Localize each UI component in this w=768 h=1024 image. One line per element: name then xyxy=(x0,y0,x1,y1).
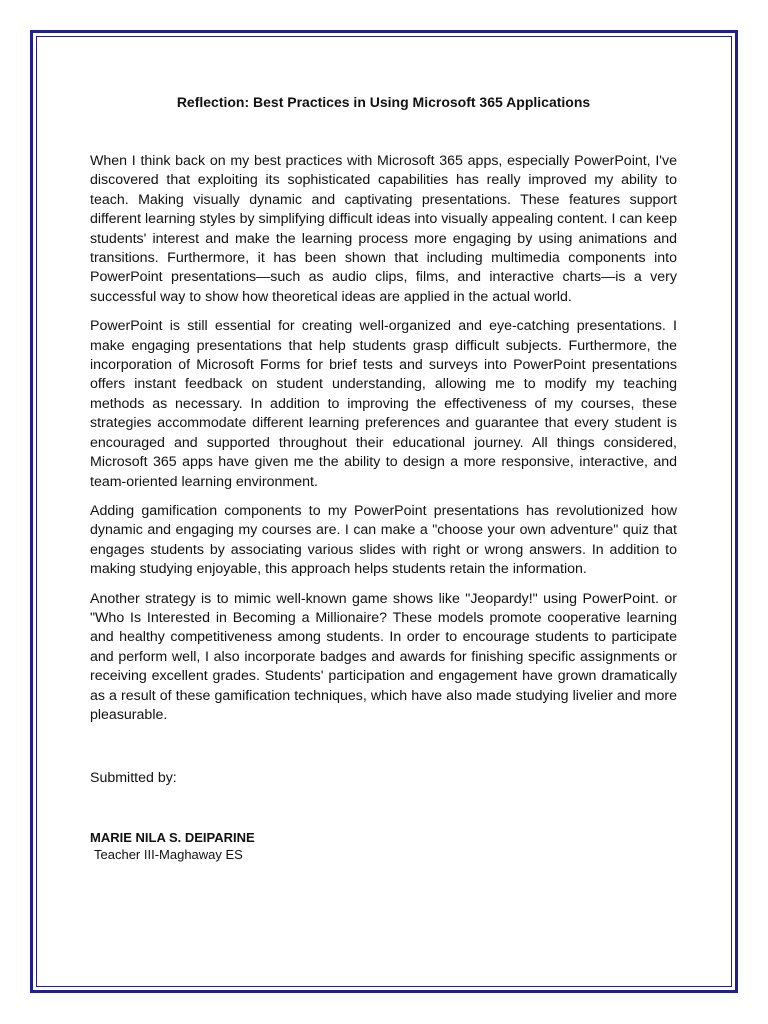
paragraph-4: Another strategy is to mimic well-known game shows like "Jeopardy!" using PowerPoint. or "Who Is Interested in Becoming a Millionaire? These models promote cooperative learning and healthy competitiveness among students. In order to encourage students to participate and perform well, I also incorporate badges and awards for finishing specific assignments or receiving excellent grades. Students' participation and engagement have grown dramatically as a result of these gamification techniques, which have also made studying livelier and more pleasurable. xyxy=(90,590,677,723)
paragraph-2: PowerPoint is still essential for creating well-organized and eye-catching presentations. I make engaging presentations that help students grasp difficult subjects. Furthermore, the incorporation of Microsoft Forms for brief tests and surveys into PowerPoint presentations offers instant feedback on student understanding, allowing me to modify my teaching methods as necessary. In addition to improving the effectiveness of my courses, these strategies accommodate different learning preferences and guarantee that every student is encouraged and supported throughout their educational journey. All things considered, Microsoft 365 apps have given me the ability to design a more responsive, interactive, and team-oriented learning environment. xyxy=(90,318,677,490)
author-role: Teacher III-Maghaway ES xyxy=(94,846,243,862)
document-body xyxy=(90,92,677,863)
document-title: Reflection: Best Practices in Using Microsoft 365 Applications xyxy=(176,94,591,110)
submitted-by-label: Submitted by: xyxy=(90,770,177,787)
paragraph-3: Adding gamification components to my PowerPoint presentations has revolutionized how dynamic and engaging my courses are. I can make a "choose your own adventure" quiz that engages students by associating various slides with right or wrong answers. In addition to making studying enjoyable, this approach helps students retain the information. xyxy=(90,502,677,578)
paragraph-1: When I think back on my best practices with Microsoft 365 apps, especially PowerPoint, I've discovered that exploiting its sophisticated capabilities has really improved my ability to teach. Making visually dynamic and captivating presentations. These features support different learning styles by simplifying difficult ideas into visually appealing content. I can keep students' interest and make the learning process more engaging by using animations and transitions. Furthermore, it has been shown that including multimedia components into PowerPoint presentations—such as audio clips, films, and interactive charts—is a very successful way to show how theoretical ideas are applied in the actual world. xyxy=(90,153,678,305)
author-name: MARIE NILA S. DEIPARINE xyxy=(90,829,255,845)
